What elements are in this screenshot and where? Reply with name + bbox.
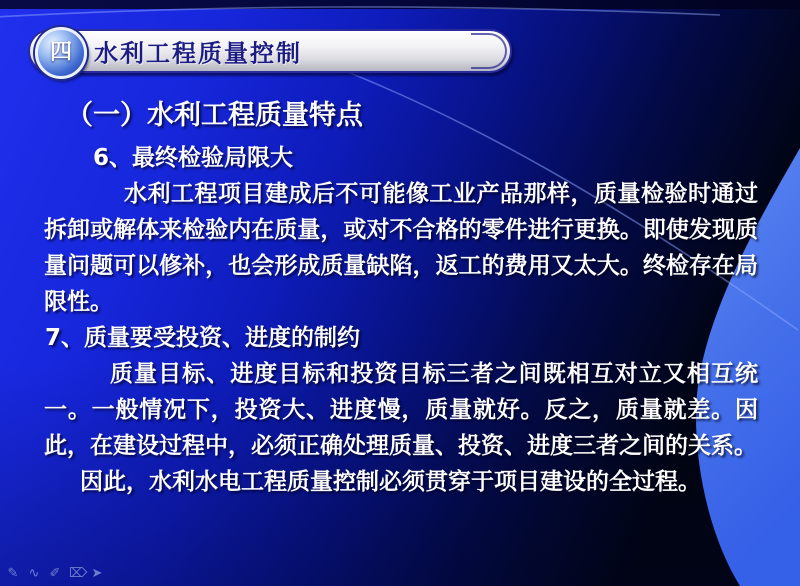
pointer-arrow-icon[interactable]: ➤ <box>91 566 103 581</box>
annotation-toolbar <box>6 567 104 581</box>
slide-banner-title: 水利工程质量控制 <box>94 39 302 68</box>
highlighter-icon[interactable]: ✐ <box>49 566 61 581</box>
pen-icon[interactable]: ✎ <box>7 566 19 581</box>
section-heading: （一）水利工程质量特点 <box>66 100 363 131</box>
item-7-body: 质量目标、进度目标和投资目标三者之间既相互对立又相互统一。一般情况下，投资大、进度慢，质量就好。反之，质量就差。因此，在建设过程中，必须正确处理质量、投资、进度三者之间的关系。 <box>44 361 758 459</box>
section-number-badge <box>35 27 87 79</box>
item-6-title: 6、最终检验局限大 <box>93 145 294 171</box>
conclusion-text: 因此，水利水电工程质量控制必须贯穿于项目建设的全过程。 <box>80 469 701 495</box>
item-7-title: 7、质量要受投资、进度的制约 <box>45 325 361 351</box>
eraser-icon[interactable]: ⌦ <box>69 566 88 581</box>
section-number: 四 <box>49 40 72 65</box>
item-6-body: 水利工程项目建成后不可能像工业产品那样，质量检验时通过拆卸或解体来检验内在质量，或对不合格的零件进行更换。即使发现质量问题可以修补，也会形成质量缺陷，返工的费用又太大。终检存在局限性。 <box>44 181 758 315</box>
freehand-scribble-icon[interactable]: ∿ <box>28 566 40 581</box>
slide-content <box>44 96 758 500</box>
title-banner <box>28 29 512 73</box>
